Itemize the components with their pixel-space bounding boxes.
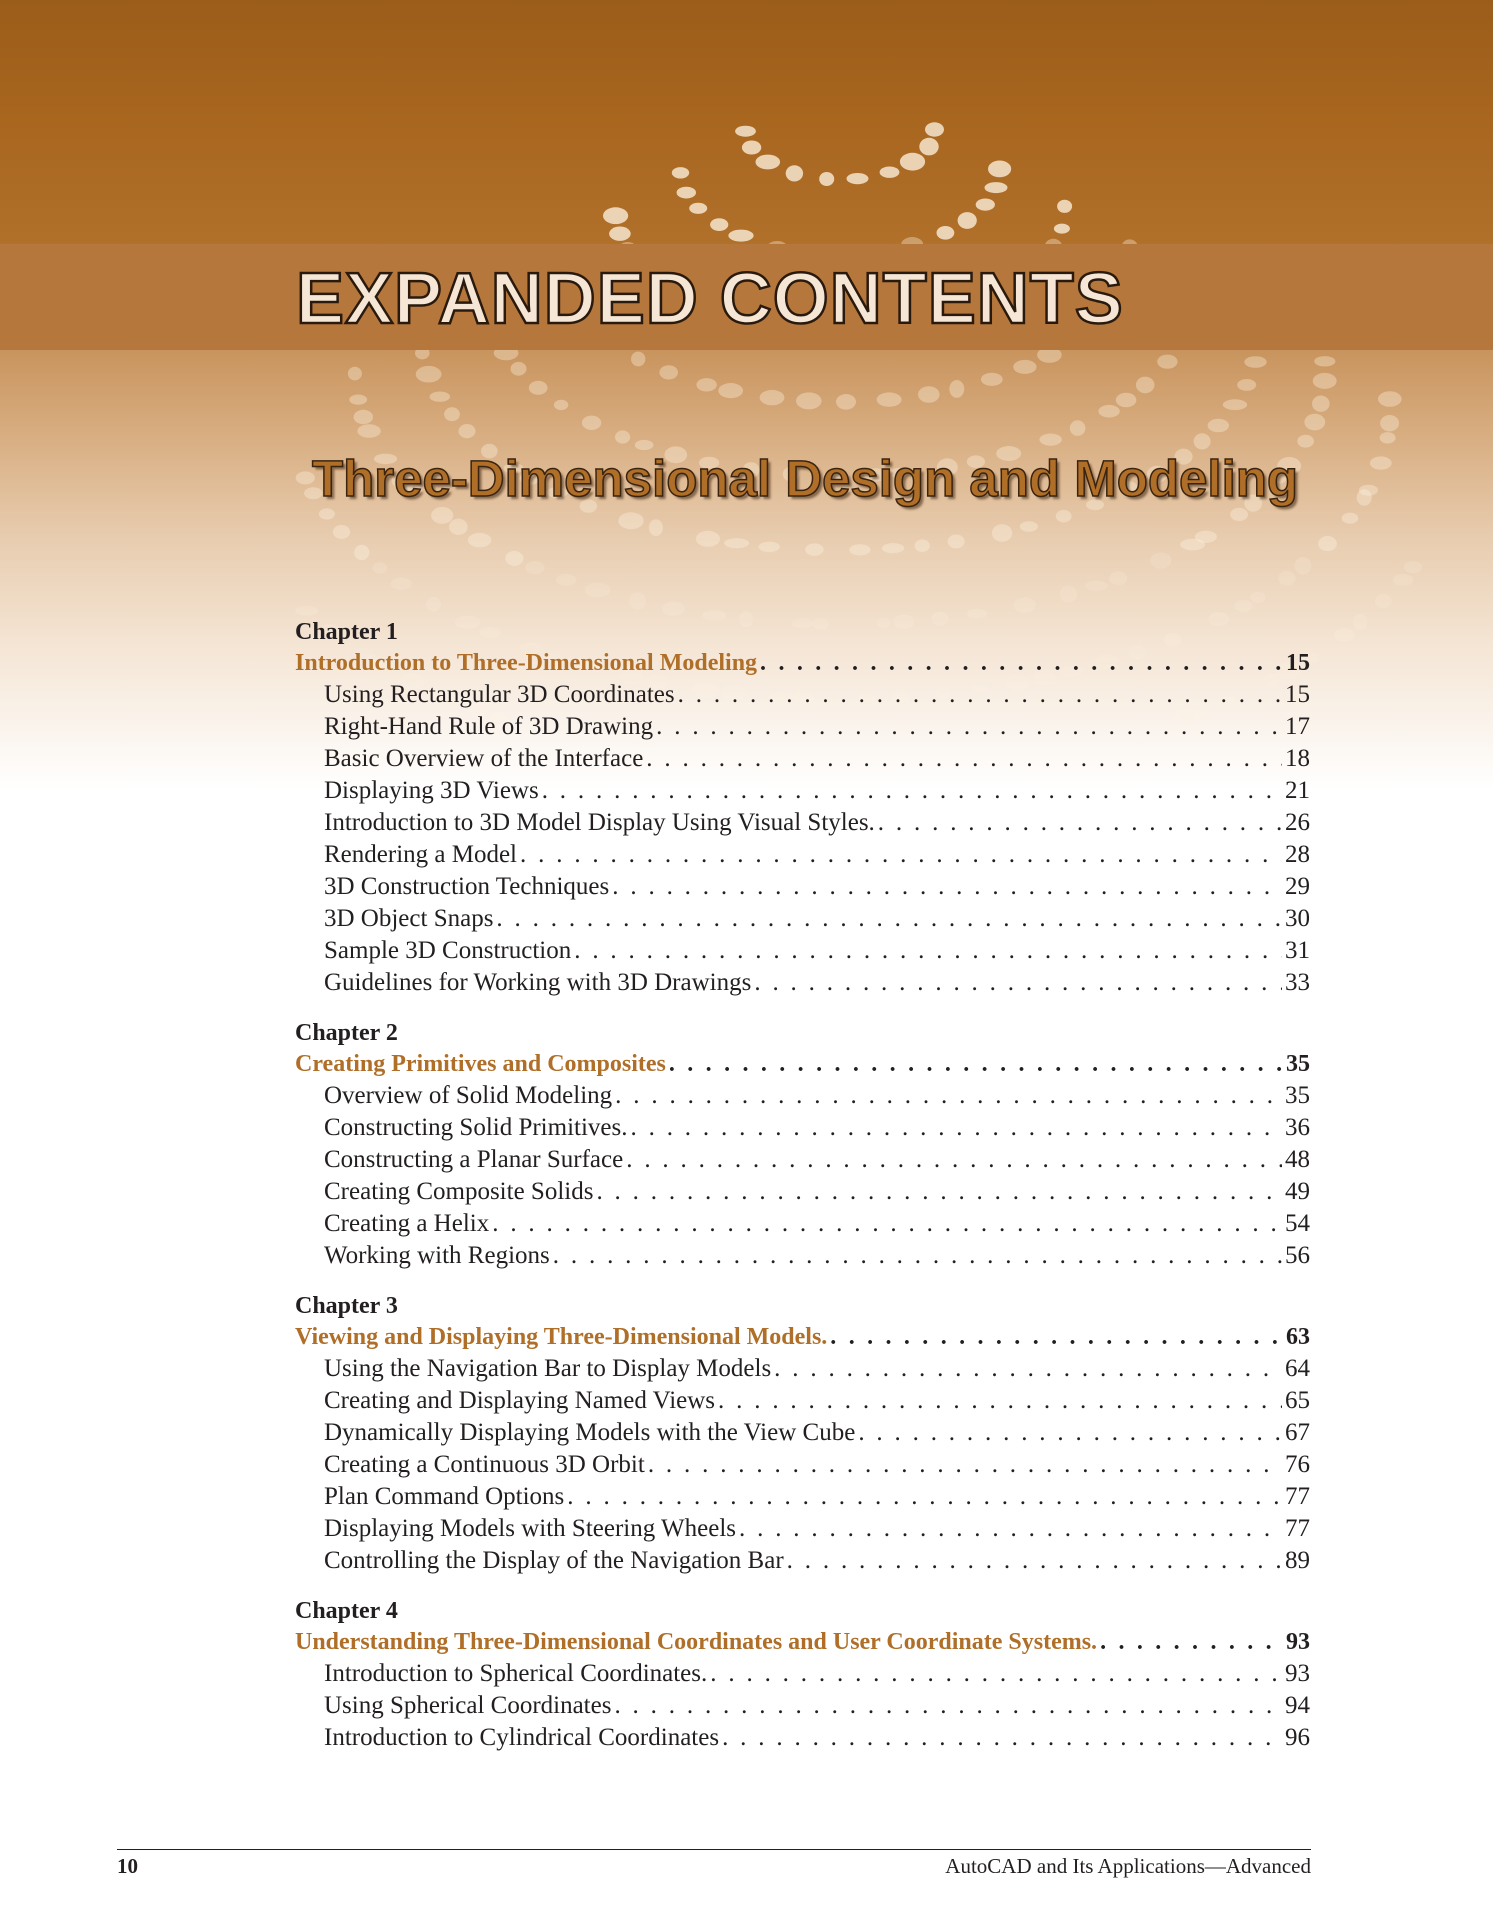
dot-leader — [612, 871, 1282, 903]
light-dot — [900, 153, 925, 171]
light-dot — [1056, 510, 1072, 523]
light-dot — [1304, 414, 1325, 431]
light-dot — [449, 519, 468, 535]
toc-entry[interactable] — [295, 903, 1310, 935]
light-dot — [609, 227, 631, 241]
light-dot — [556, 574, 576, 586]
light-dot — [585, 583, 611, 598]
light-dot — [689, 203, 707, 214]
chapter-title-entry-page: 15 — [1286, 650, 1310, 676]
light-dot — [1060, 586, 1078, 603]
toc-entry-title: Rendering a Model — [324, 841, 518, 868]
toc-entry[interactable] — [295, 1545, 1310, 1577]
light-dot — [511, 362, 527, 376]
toc-entry-page: 30 — [1285, 905, 1310, 932]
toc-entry-page: 77 — [1285, 1515, 1310, 1542]
light-dot — [1295, 557, 1312, 575]
toc-entry-page: 77 — [1285, 1483, 1310, 1510]
light-dot — [724, 538, 749, 548]
toc-entry-title: Right-Hand Rule of 3D Drawing — [324, 713, 654, 740]
toc-entry[interactable] — [295, 1080, 1310, 1112]
light-dot — [391, 578, 412, 591]
light-dot — [836, 394, 856, 410]
toc-entry[interactable] — [295, 1240, 1310, 1272]
dot-leader — [754, 967, 1282, 999]
light-dot — [357, 424, 380, 437]
light-dot — [958, 212, 977, 229]
toc-entry-page: 89 — [1285, 1547, 1310, 1574]
light-dot — [1244, 356, 1266, 368]
dot-leader — [553, 1240, 1282, 1272]
light-dot — [1278, 571, 1295, 586]
light-dot — [1318, 536, 1337, 551]
toc-entry-page: 49 — [1285, 1178, 1310, 1205]
toc-entry[interactable] — [295, 1208, 1310, 1240]
toc-entry[interactable] — [295, 1690, 1310, 1722]
toc-entry-page: 56 — [1285, 1242, 1310, 1269]
toc-entry-title: Basic Overview of the Interface — [324, 745, 644, 772]
chapter-label: Chapter 1 — [295, 619, 398, 645]
light-dot — [992, 524, 1012, 542]
light-dot — [444, 407, 460, 421]
dot-leader — [626, 1144, 1282, 1176]
dot-leader — [878, 807, 1282, 839]
toc-entry-page: 26 — [1285, 809, 1310, 836]
light-dot — [662, 601, 685, 616]
light-dot — [1378, 391, 1402, 407]
chapter-block — [295, 1596, 1310, 1754]
chapter-title-entry-page: 93 — [1286, 1629, 1310, 1655]
light-dot — [1150, 553, 1171, 569]
light-dot — [877, 392, 902, 406]
toc-entry[interactable] — [295, 679, 1310, 711]
light-dot — [1054, 224, 1070, 234]
light-dot — [582, 416, 601, 430]
toc-entry-page: 93 — [1285, 1660, 1310, 1687]
toc-entry-title: Introduction to Cylindrical Coordinates — [324, 1724, 720, 1751]
light-dot — [672, 167, 689, 178]
dot-leader — [596, 1176, 1282, 1208]
chapter-block — [295, 1018, 1310, 1272]
light-dot — [1375, 594, 1392, 608]
chapter-label: Chapter 3 — [295, 1293, 398, 1319]
light-dot — [1312, 396, 1330, 412]
chapter-title-entry-page: 63 — [1286, 1324, 1310, 1350]
toc-entry-title: Creating a Helix — [324, 1210, 490, 1237]
light-dot — [1359, 485, 1378, 496]
dot-leader — [656, 711, 1282, 743]
light-dot — [1404, 561, 1422, 573]
light-dot — [1250, 592, 1265, 603]
light-dot — [348, 367, 362, 381]
light-dot — [1380, 432, 1396, 443]
light-dot — [728, 230, 753, 242]
light-dot — [1116, 393, 1137, 408]
dot-leader — [722, 1722, 1282, 1754]
toc-entry-page: 64 — [1285, 1355, 1310, 1382]
light-dot — [295, 606, 318, 616]
toc-entry[interactable] — [295, 1481, 1310, 1513]
light-dot — [1380, 415, 1399, 431]
toc-entry-title: Creating and Displaying Named Views — [324, 1387, 716, 1414]
light-dot — [759, 542, 780, 553]
chapter-title-entry-page: 35 — [1286, 1051, 1310, 1077]
toc-entry-title: Working with Regions — [324, 1242, 550, 1269]
light-dot — [988, 161, 1011, 178]
toc-entry-page: 76 — [1285, 1451, 1310, 1478]
light-dot — [1013, 360, 1036, 374]
light-dot — [1314, 356, 1335, 366]
light-dot — [1085, 581, 1107, 591]
toc-entry-title: 3D Object Snaps — [324, 905, 494, 932]
light-dot — [1070, 420, 1086, 436]
light-dot — [735, 126, 756, 137]
toc-entry[interactable] — [295, 967, 1310, 999]
toc-entry-page: 36 — [1285, 1114, 1310, 1141]
toc-entry-title: Constructing Solid Primitives. — [324, 1114, 628, 1141]
light-dot — [349, 395, 367, 405]
toc-entry[interactable] — [295, 807, 1310, 839]
dot-leader — [648, 1449, 1282, 1481]
toc-entry[interactable] — [295, 1513, 1310, 1545]
light-dot — [631, 352, 645, 367]
light-dot — [505, 551, 523, 566]
light-dot — [430, 392, 450, 402]
light-dot — [1057, 200, 1072, 213]
light-dot — [925, 122, 944, 136]
chapter-block — [295, 1291, 1310, 1577]
dot-leader — [710, 1658, 1282, 1690]
toc-entry-page: 18 — [1285, 745, 1310, 772]
light-dot — [1109, 571, 1127, 585]
dot-leader — [1100, 1626, 1283, 1658]
dot-leader — [574, 935, 1282, 967]
light-dot — [1039, 434, 1061, 446]
light-dot — [880, 167, 900, 178]
light-dot — [1195, 531, 1217, 543]
dot-leader — [830, 1321, 1283, 1353]
toc-entry-title: Creating Composite Solids — [324, 1178, 594, 1205]
toc-entry[interactable] — [295, 1417, 1310, 1449]
dot-leader — [774, 1353, 1282, 1385]
toc-entry[interactable] — [295, 1449, 1310, 1481]
toc-entry-title: Dynamically Displaying Models with the View Cube — [324, 1419, 856, 1446]
toc-entry-page: 96 — [1285, 1724, 1310, 1751]
light-dot — [1297, 435, 1314, 448]
light-dot — [786, 165, 803, 181]
dot-leader — [615, 1080, 1282, 1112]
light-dot — [718, 383, 743, 398]
dot-leader — [669, 1048, 1283, 1080]
toc-entry[interactable] — [295, 775, 1310, 807]
dot-leader — [739, 1513, 1282, 1545]
toc-entry-title: Using Spherical Coordinates — [324, 1692, 612, 1719]
light-dot — [1237, 379, 1256, 391]
chapter-label: Chapter 4 — [295, 1598, 398, 1624]
table-of-contents — [295, 617, 1310, 1773]
chapter-title-entry-title: Creating Primitives and Composites — [295, 1051, 666, 1077]
chapter-title-entry-title: Introduction to Three-Dimensional Modeling — [295, 650, 758, 676]
light-dot — [1098, 405, 1119, 418]
light-dot — [882, 543, 904, 553]
toc-entry-title: 3D Construction Techniques — [324, 873, 610, 900]
light-dot — [756, 155, 781, 170]
toc-entry[interactable] — [295, 1176, 1310, 1208]
light-dot — [468, 533, 492, 548]
light-dot — [1208, 419, 1229, 432]
toc-entry[interactable] — [295, 1658, 1310, 1690]
page-title: EXPANDED CONTENTS — [296, 259, 1124, 339]
toc-entry-title: Constructing a Planar Surface — [324, 1146, 624, 1173]
light-dot — [742, 141, 761, 155]
dot-leader — [614, 1690, 1282, 1722]
toc-entry-title: Controlling the Display of the Navigation Bar — [324, 1547, 784, 1574]
toc-entry-title: Plan Command Options — [324, 1483, 565, 1510]
light-dot — [416, 366, 442, 383]
light-dot — [618, 512, 644, 529]
toc-entry[interactable] — [295, 1353, 1310, 1385]
toc-entry[interactable] — [295, 935, 1310, 967]
toc-entry-page: 67 — [1285, 1419, 1310, 1446]
footer-divider — [117, 1849, 1311, 1850]
chapter-block — [295, 617, 1310, 999]
light-dot — [554, 400, 568, 410]
toc-entry-title: Introduction to Spherical Coordinates. — [324, 1660, 708, 1687]
toc-entry[interactable] — [295, 1385, 1310, 1417]
chapter-title-entry[interactable] — [295, 647, 1310, 679]
page-number: 10 — [117, 1854, 138, 1878]
chapter-title-entry[interactable] — [295, 1626, 1310, 1658]
chapter-title-entry-title: Viewing and Displaying Three-Dimensional Models. — [295, 1324, 828, 1350]
light-dot — [659, 365, 678, 379]
light-dot — [1334, 628, 1355, 642]
light-dot — [710, 218, 728, 231]
running-title: AutoCAD and Its Applications—Advanced — [945, 1854, 1311, 1878]
toc-entry[interactable] — [295, 1722, 1310, 1754]
dot-leader — [520, 839, 1282, 871]
toc-entry-title: Sample 3D Construction — [324, 937, 572, 964]
toc-entry-page: 48 — [1285, 1146, 1310, 1173]
toc-entry[interactable] — [295, 839, 1310, 871]
light-dot — [615, 430, 630, 443]
toc-entry-title: Displaying Models with Steering Wheels — [324, 1515, 736, 1542]
toc-entry-page: 31 — [1285, 937, 1310, 964]
light-dot — [805, 543, 823, 555]
light-dot — [796, 392, 822, 409]
light-dot — [426, 597, 441, 612]
light-dot — [949, 380, 964, 398]
light-dot — [696, 378, 716, 391]
toc-entry[interactable] — [295, 743, 1310, 775]
toc-entry-title: Guidelines for Working with 3D Drawings — [324, 969, 752, 996]
light-dot — [696, 531, 720, 547]
dot-leader — [567, 1481, 1282, 1513]
light-dot — [847, 173, 869, 184]
dot-leader — [787, 1545, 1282, 1577]
dot-leader — [858, 1417, 1282, 1449]
light-dot — [849, 544, 870, 555]
light-dot — [981, 373, 1003, 386]
light-dot — [819, 172, 834, 186]
toc-entry-title: Using Rectangular 3D Coordinates — [324, 681, 675, 708]
light-dot — [1235, 600, 1253, 612]
light-dot — [649, 519, 663, 536]
light-dot — [333, 525, 350, 539]
dot-leader — [492, 1208, 1282, 1240]
dot-leader — [718, 1385, 1282, 1417]
dot-leader — [760, 647, 1283, 679]
light-dot — [937, 226, 955, 240]
toc-entry-title: Overview of Solid Modeling — [324, 1082, 613, 1109]
light-dot — [1157, 355, 1177, 369]
chapter-title-entry[interactable] — [295, 1321, 1310, 1353]
light-dot — [372, 562, 387, 573]
light-dot — [1393, 574, 1414, 586]
toc-entry-title: Displaying 3D Views — [324, 777, 539, 804]
toc-entry[interactable] — [295, 1112, 1310, 1144]
light-dot — [529, 381, 548, 395]
toc-entry-page: 65 — [1285, 1387, 1310, 1414]
toc-entry[interactable] — [295, 1144, 1310, 1176]
toc-entry[interactable] — [295, 711, 1310, 743]
light-dot — [1020, 521, 1038, 532]
light-dot — [1313, 373, 1337, 389]
chapter-title-entry-title: Understanding Three-Dimensional Coordinates and User Coordinate Systems. — [295, 1629, 1098, 1655]
light-dot — [1136, 377, 1155, 394]
light-dot — [525, 561, 544, 574]
chapter-title-entry[interactable] — [295, 1048, 1310, 1080]
light-dot — [459, 424, 476, 438]
light-dot — [976, 199, 995, 211]
section-title: Three-Dimensional Design and Modeling — [311, 450, 1299, 507]
toc-entry-page: 17 — [1285, 713, 1310, 740]
light-dot — [354, 410, 373, 424]
toc-entry-title: Using the Navigation Bar to Display Models — [324, 1355, 772, 1382]
toc-entry[interactable] — [295, 871, 1310, 903]
light-dot — [1013, 597, 1035, 613]
light-dot — [603, 207, 628, 224]
light-dot — [760, 390, 785, 405]
light-dot — [1370, 456, 1392, 469]
toc-entry-title: Creating a Continuous 3D Orbit — [324, 1451, 645, 1478]
toc-entry-page: 33 — [1285, 969, 1310, 996]
toc-entry-page: 28 — [1285, 841, 1310, 868]
dot-leader — [646, 743, 1282, 775]
toc-entry-page: 35 — [1285, 1082, 1310, 1109]
light-dot — [918, 386, 940, 403]
light-dot — [948, 534, 965, 548]
light-dot — [1353, 614, 1368, 630]
light-dot — [354, 545, 369, 560]
light-dot — [319, 508, 335, 519]
dot-leader — [631, 1112, 1283, 1144]
toc-entry-page: 21 — [1285, 777, 1310, 804]
light-dot — [915, 539, 930, 552]
light-dot — [919, 138, 938, 156]
toc-entry-page: 54 — [1285, 1210, 1310, 1237]
light-dot — [1342, 513, 1359, 524]
toc-entry-page: 15 — [1285, 681, 1310, 708]
dot-leader — [542, 775, 1282, 807]
light-dot — [1223, 399, 1247, 410]
light-dot — [985, 182, 1008, 193]
chapter-label: Chapter 2 — [295, 1020, 398, 1046]
light-dot — [629, 592, 646, 610]
toc-entry-page: 29 — [1285, 873, 1310, 900]
dot-leader — [496, 903, 1282, 935]
light-dot — [677, 187, 696, 199]
dot-leader — [678, 679, 1282, 711]
toc-entry-page: 94 — [1285, 1692, 1310, 1719]
toc-entry-title: Introduction to 3D Model Display Using Visual Styles. — [324, 809, 875, 836]
